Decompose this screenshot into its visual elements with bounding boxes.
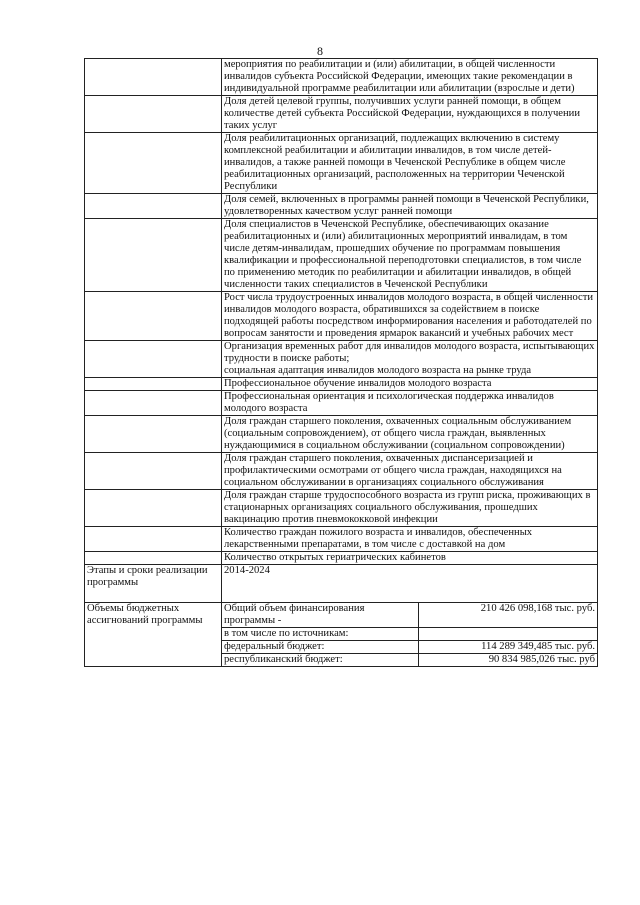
budget-value [222,603,598,667]
indicator-row [85,219,598,292]
indicator-text: Организация временных работ для инвалидов молодого возраста, испытывающих трудности в поиске работы; социальная адаптация инвалидов молодого возраста на рынке труда [222,341,598,378]
indicator-text: Количество граждан пожилого возраста и инвалидов, обеспеченных лекарственными препаратами, в том числе с доставкой на дом [222,527,598,552]
indicator-label-cell [85,96,222,133]
indicator-row [85,527,598,552]
indicator-label-cell [85,527,222,552]
indicator-row [85,292,598,341]
indicator-label-cell [85,453,222,490]
indicator-text: Доля граждан старшего поколения, охваченных диспансеризацией и профилактическими осмотрами от общего числа граждан, находящихся на социальном обслуживании в организациях социального обслуживания [222,453,598,490]
indicator-row [85,341,598,378]
finance-total-value: 210 426 098,168 тыс. руб. [418,603,597,628]
finance-total-row [222,603,597,628]
indicator-label-cell [85,59,222,96]
indicator-label-cell [85,194,222,219]
indicator-text: Количество открытых гериатрических кабинетов [222,552,598,565]
indicator-row [85,391,598,416]
indicator-row [85,453,598,490]
indicator-row [85,59,598,96]
finance-federal-value: 114 289 349,485 тыс. руб. [418,641,597,654]
indicator-row [85,133,598,194]
indicator-text: Рост числа трудоустроенных инвалидов молодого возраста, в общей численности инвалидов молодого возраста, обратившихся за содействием в поиске подходящей работы посредством информирования населения и работодателей по вопросам занятости и проведения ярмарок вакансий и учебных рабочих мест [222,292,598,341]
indicator-text: Доля семей, включенных в программы ранней помощи в Чеченской Республики, удовлетворенных качеством услуг ранней помощи [222,194,598,219]
indicator-label-cell [85,490,222,527]
finance-sources-row [222,628,597,641]
indicator-row [85,552,598,565]
finance-federal-label: федеральный бюджет: [222,641,418,654]
budget-label: Объемы бюджетных ассигнований программы [85,603,222,667]
indicator-label-cell [85,219,222,292]
indicator-text: Доля детей целевой группы, получивших услуги ранней помощи, в общем количестве детей субъекта Российской Федерации, нуждающихся в получении таких услуг [222,96,598,133]
stages-period: 2014-2024 [224,565,270,576]
finance-table [222,603,597,666]
indicator-label-cell [85,552,222,565]
indicator-label-cell [85,341,222,378]
indicator-text: Доля реабилитационных организаций, подлежащих включению в систему комплексной реабилитации и абилитации инвалидов, в том числе детей-инвалидов, а также ранней помощи в Чеченской Республике в общем числе реабилитационных организаций, расположенных на территории Чеченской Республики [222,133,598,194]
stages-value [222,565,598,603]
finance-republic-label: республиканский бюджет: [224,654,343,665]
indicator-text: Профессиональная ориентация и психологическая поддержка инвалидов молодого возраста [222,391,598,416]
indicator-label-cell [85,133,222,194]
finance-sources-label: в том числе по источникам: [222,628,418,641]
program-passport-table [84,58,598,667]
indicator-text: Профессиональное обучение инвалидов молодого возраста [222,378,598,391]
page-number: 8 [317,44,323,58]
indicator-text: Доля специалистов в Чеченской Республике, обеспечивающих оказание реабилитационных и (или) абилитационных мероприятий инвалидам, в том числе детям-инвалидам, прошедших обучение по программам повышения квалификации и профессиональной переподготовки специалистов, в том числе по применению методик по реабилитации и абилитации инвалидов, в общей численности таких специалистов в Чеченской Республики [222,219,598,292]
stages-label: Этапы и сроки реализации программы [85,565,222,603]
finance-republic-value: 90 834 985,026 тыс. руб [418,654,597,667]
indicator-row [85,416,598,453]
indicator-label-cell [85,391,222,416]
indicator-label-cell [85,378,222,391]
finance-total-label: Общий объем финансирования программы - [222,603,418,628]
indicator-label-cell [85,292,222,341]
stages-row [85,565,598,603]
indicator-row [85,378,598,391]
indicator-row [85,96,598,133]
indicator-label-cell [85,416,222,453]
indicator-text: Доля граждан старше трудоспособного возраста из групп риска, проживающих в стационарных организациях социального обслуживания, прошедших вакцинацию против пневмококковой инфекции [222,490,598,527]
indicator-row [85,194,598,219]
finance-republic-row [222,654,597,667]
finance-federal-row [222,641,597,654]
budget-row [85,603,598,667]
indicator-text: Доля граждан старшего поколения, охваченных социальным обслуживанием (социальным сопровождением), от общего числа граждан, выявленных нуждающимися в социальном обслуживании (социальном сопровождении) [222,416,598,453]
indicator-row [85,490,598,527]
indicator-text: мероприятия по реабилитации и (или) абилитации, в общей численности инвалидов субъекта Российской Федерации, имеющих такие рекомендации в индивидуальной программе реабилитации или абилитации (взрослые и дети) [222,59,598,96]
